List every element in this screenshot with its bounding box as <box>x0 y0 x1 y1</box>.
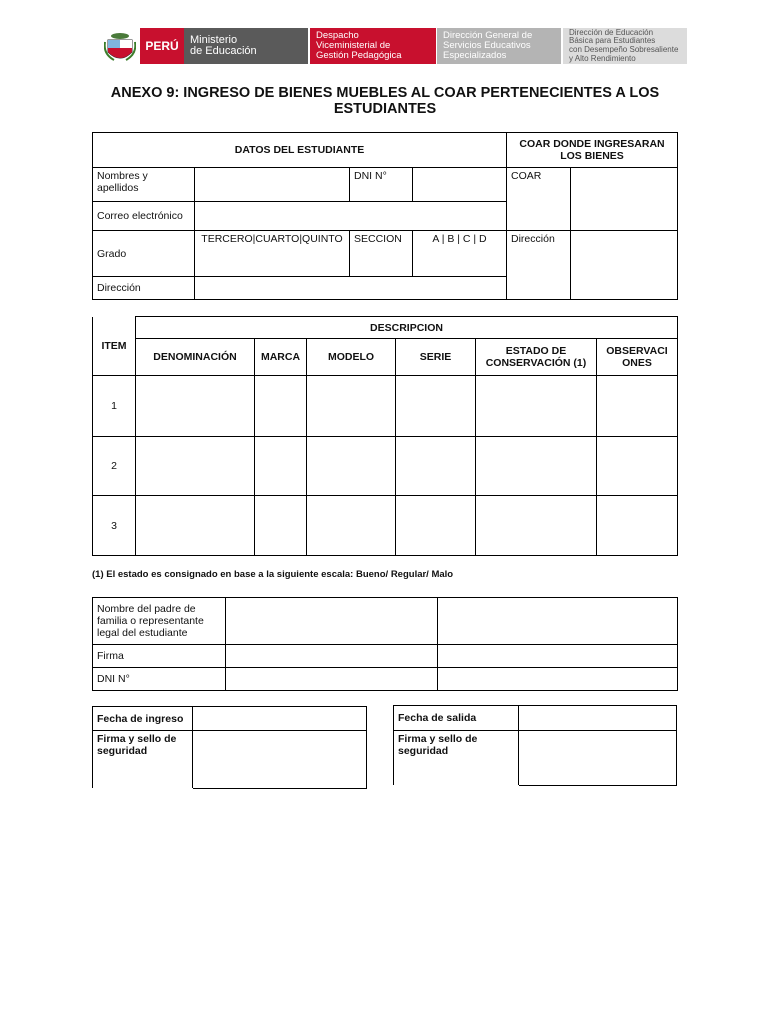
cell[interactable] <box>307 437 396 496</box>
office3-band: Dirección de Educación Básica para Estudiantes con Desempeño Sobresaliente y Alto Rendimiento <box>563 28 687 64</box>
parent-dni-field[interactable] <box>226 668 438 691</box>
exit-seal-field[interactable] <box>519 731 677 786</box>
names-label: Nombres y apellidos <box>93 168 195 202</box>
dni-field[interactable] <box>413 168 507 202</box>
brand-country: PERÚ <box>145 39 179 53</box>
column-marca: MARCA <box>255 339 307 376</box>
page-title: ANEXO 9: INGRESO DE BIENES MUEBLES AL COAR PERTENECIENTES A LOS ESTUDIANTES <box>110 85 660 117</box>
entry-date-field[interactable] <box>193 707 367 731</box>
cell[interactable] <box>396 496 476 556</box>
cell[interactable] <box>597 437 678 496</box>
entry-seal-label: Firma y sello de seguridad <box>93 731 193 789</box>
grade-options[interactable]: TERCERO|CUARTO|QUINTO <box>195 231 350 277</box>
cell[interactable] <box>136 437 255 496</box>
cell[interactable] <box>597 376 678 437</box>
column-estado: ESTADO DE CONSERVACIÓN (1) <box>476 339 597 376</box>
cell[interactable] <box>255 496 307 556</box>
parent-table <box>92 597 678 691</box>
parent-signature-field-2[interactable] <box>438 645 678 668</box>
email-label: Correo electrónico <box>93 202 195 231</box>
address-field[interactable] <box>195 277 507 300</box>
dni-label: DNI N° <box>350 168 413 202</box>
coar-address-label: Dirección <box>507 231 571 300</box>
coar-label: COAR <box>507 168 571 231</box>
parent-name-label: Nombre del padre de familia o representante legal del estudiante <box>93 598 226 645</box>
student-data-table <box>92 132 678 300</box>
cell[interactable] <box>255 437 307 496</box>
parent-signature-field[interactable] <box>226 645 438 668</box>
cell[interactable] <box>476 496 597 556</box>
section-label: SECCION <box>350 231 413 277</box>
section-options[interactable]: A | B | C | D <box>413 231 507 277</box>
column-observaciones: OBSERVACI ONES <box>597 339 678 376</box>
cell[interactable] <box>597 496 678 556</box>
parent-name-field-2[interactable] <box>438 598 678 645</box>
item-number: 3 <box>93 496 136 556</box>
office2-band: Dirección General de Servicios Educativos Especializados <box>437 28 561 64</box>
cell[interactable] <box>136 496 255 556</box>
parent-dni-field-2[interactable] <box>438 668 678 691</box>
office1-band: Despacho Viceministerial de Gestión Pedagógica <box>310 28 436 64</box>
scale-note: (1) El estado es consignado en base a la siguiente escala: Bueno/ Regular/ Malo <box>92 569 454 580</box>
parent-signature-label: Firma <box>93 645 226 668</box>
table-row <box>93 376 678 437</box>
cell[interactable] <box>255 376 307 437</box>
cell[interactable] <box>307 496 396 556</box>
items-table <box>92 316 678 556</box>
peru-coat-of-arms-icon <box>104 30 136 64</box>
email-field[interactable] <box>195 202 507 231</box>
cell[interactable] <box>396 376 476 437</box>
cell[interactable] <box>476 437 597 496</box>
exit-date-label: Fecha de salida <box>394 706 519 731</box>
column-serie: SERIE <box>396 339 476 376</box>
table-row <box>93 437 678 496</box>
table-row <box>93 496 678 556</box>
column-denominacion: DENOMINACIÓN <box>136 339 255 376</box>
coar-field[interactable] <box>571 168 678 231</box>
item-number: 1 <box>93 376 136 437</box>
cell[interactable] <box>307 376 396 437</box>
column-modelo: MODELO <box>307 339 396 376</box>
names-field[interactable] <box>195 168 350 202</box>
parent-dni-label: DNI N° <box>93 668 226 691</box>
item-number: 2 <box>93 437 136 496</box>
coar-section-header: COAR DONDE INGRESARAN LOS BIENES <box>507 133 678 168</box>
cell[interactable] <box>396 437 476 496</box>
entry-table <box>92 706 367 789</box>
ministry-band: Ministerio de Educación <box>184 28 308 64</box>
entry-seal-field[interactable] <box>193 731 367 789</box>
description-header: DESCRIPCION <box>136 317 678 339</box>
item-header: ITEM <box>93 317 136 376</box>
grade-label: Grado <box>93 231 195 277</box>
entry-date-label: Fecha de ingreso <box>93 707 193 731</box>
cell[interactable] <box>136 376 255 437</box>
parent-name-field[interactable] <box>226 598 438 645</box>
peru-brand-band <box>140 28 184 64</box>
exit-date-field[interactable] <box>519 706 677 731</box>
exit-table <box>393 705 677 786</box>
exit-seal-label: Firma y sello de seguridad <box>394 731 519 786</box>
student-section-header: DATOS DEL ESTUDIANTE <box>93 133 507 168</box>
address-label: Dirección <box>93 277 195 300</box>
coar-address-field[interactable] <box>571 231 678 300</box>
cell[interactable] <box>476 376 597 437</box>
